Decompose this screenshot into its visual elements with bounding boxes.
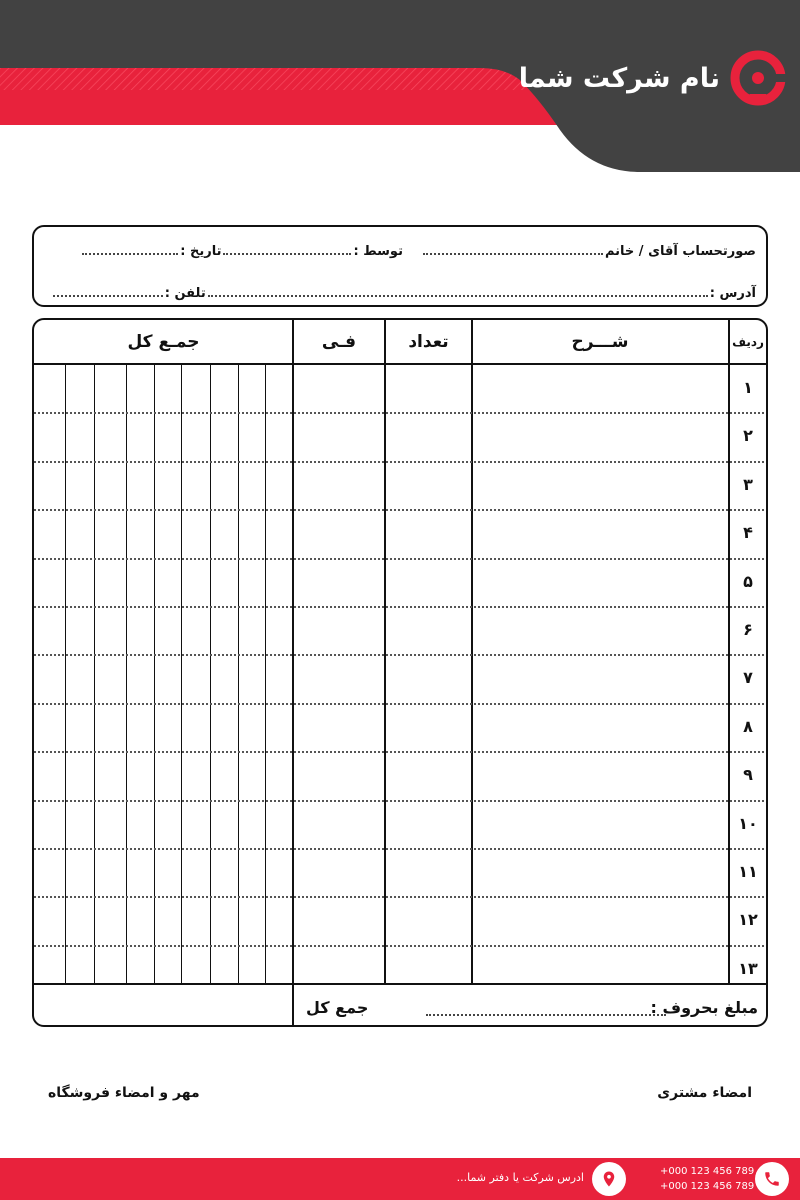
table-row-number: ۸ — [743, 716, 753, 736]
total-subdivider — [65, 364, 66, 983]
customer-name-field[interactable] — [423, 243, 603, 255]
table-row-divider — [34, 896, 768, 898]
by-field[interactable] — [223, 243, 351, 255]
footer-bar — [0, 1158, 800, 1200]
table-row-number: ۶ — [743, 620, 753, 639]
invoice-to-label: صورتحساب آقای / خانم — [604, 244, 756, 259]
company-name: نام شرکت شما — [518, 62, 720, 94]
grand-total-label: جمع کل — [306, 998, 369, 1017]
total-subdivider — [265, 364, 266, 983]
total-subdivider — [94, 364, 95, 983]
table-row-divider — [34, 606, 768, 608]
customer-info-box — [32, 225, 768, 307]
table-row-number: ۱۱ — [738, 862, 758, 881]
date-label: تاریخ : — [180, 244, 222, 259]
table-row-number: ۱ — [743, 378, 753, 397]
table-row-number: ۲ — [743, 426, 753, 446]
address-label: آدرس : — [709, 286, 756, 301]
phone-number-2: +000 123 456 789 — [660, 1181, 755, 1192]
total-subdivider — [181, 364, 182, 983]
amount-in-words-field[interactable] — [426, 1004, 666, 1016]
table-row-number: ۷ — [743, 668, 753, 688]
customer-signature-label: امضاء مشتری — [657, 1085, 752, 1101]
table-row-number: ۹ — [743, 765, 753, 785]
total-subdivider — [154, 364, 155, 983]
table-row-divider — [34, 558, 768, 560]
shop-signature-label: مهر و امضاء فروشگاه — [48, 1085, 200, 1101]
date-field[interactable] — [82, 243, 178, 255]
table-row-divider — [34, 461, 768, 463]
table-row-divider — [34, 751, 768, 753]
table-row-number: ۱۰ — [738, 813, 758, 833]
total-subdivider — [238, 364, 239, 983]
company-address: ادرس شرکت یا دفتر شما... — [456, 1171, 584, 1184]
amount-in-words-label: مبلغ بحروف : — [650, 998, 758, 1017]
table-row-number: ۴ — [743, 523, 753, 543]
price-column-divider — [292, 320, 294, 1027]
footer-divider — [34, 983, 766, 985]
table-row-number: ۵ — [743, 571, 753, 591]
column-header-unit-price: فـی — [321, 332, 357, 352]
phone-number-1: +000 123 456 789 — [660, 1166, 755, 1177]
phone-label: تلفن : — [164, 286, 206, 301]
table-row-divider — [34, 848, 768, 850]
phone-numbers — [660, 1164, 754, 1194]
column-header-total: جمـع کل — [127, 332, 200, 352]
invoice-table — [32, 318, 768, 1027]
total-subdivider — [126, 364, 127, 983]
table-row-divider — [34, 509, 768, 511]
column-header-description: شـــرح — [571, 332, 629, 352]
table-row-number: ۱۳ — [738, 958, 758, 978]
column-header-quantity: تعداد — [408, 332, 449, 352]
table-row-divider — [34, 654, 768, 656]
column-header-row: ردیف — [732, 335, 764, 349]
phone-icon — [755, 1162, 789, 1196]
phone-field[interactable] — [53, 285, 163, 297]
header-banner — [0, 0, 800, 175]
company-logo-icon — [730, 50, 786, 106]
table-row-number: ۳ — [743, 474, 753, 494]
by-label: توسط : — [353, 244, 403, 259]
info-line-1 — [48, 243, 756, 259]
row-column-divider — [728, 320, 730, 983]
total-subdivider — [210, 364, 211, 983]
description-column-divider — [471, 320, 473, 983]
table-row-divider — [34, 800, 768, 802]
address-field[interactable] — [208, 285, 708, 297]
quantity-column-divider — [384, 320, 386, 983]
info-line-2 — [48, 285, 756, 301]
table-row-number: ۱۲ — [738, 910, 758, 930]
company-logo — [519, 50, 786, 106]
table-row-divider — [34, 703, 768, 705]
header-divider — [34, 363, 766, 365]
location-pin-icon — [592, 1162, 626, 1196]
table-row-divider — [34, 412, 768, 414]
table-row-divider — [34, 945, 768, 947]
